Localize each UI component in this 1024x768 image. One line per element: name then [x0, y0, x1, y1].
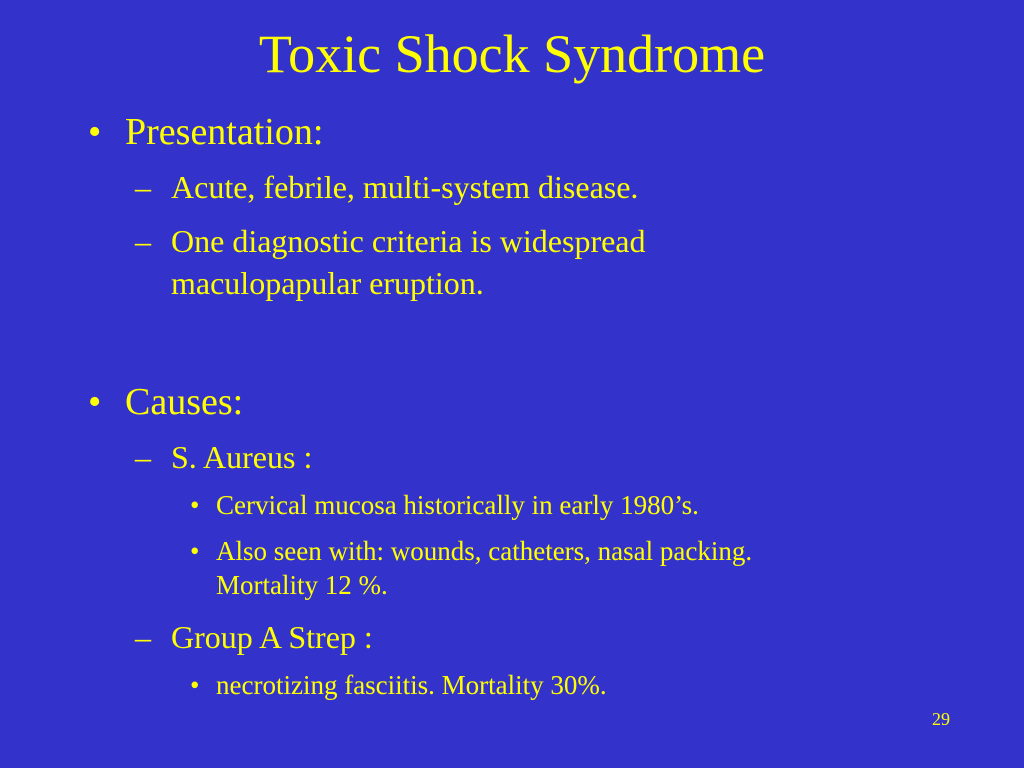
bullet-icon: • [190, 536, 200, 566]
outline-detail-also-seen-line-2: Mortality 12 %. [216, 570, 388, 600]
outline-detail-necrotizing-fasciitis: necrotizing fasciitis. Mortality 30%. [216, 670, 607, 700]
outline-subitem-diagnostic-criteria-line-2: maculopapular eruption. [171, 265, 484, 301]
outline-subitem-s-aureus: S. Aureus : [171, 439, 313, 475]
bullet-icon: • [190, 490, 200, 520]
slide-number: 29 [932, 709, 950, 729]
bullet-icon: • [88, 381, 102, 423]
dash-icon: – [135, 439, 151, 475]
bullet-icon: • [88, 111, 102, 153]
dash-icon: – [135, 619, 151, 655]
dash-icon: – [135, 169, 151, 205]
outline-subitem-acute-febrile: Acute, febrile, multi-system disease. [171, 169, 639, 205]
outline-detail-also-seen-line-1: Also seen with: wounds, catheters, nasal packing. [216, 536, 753, 566]
outline-item-causes: Causes: [125, 381, 244, 423]
outline-subitem-group-a-strep: Group A Strep : [171, 619, 373, 655]
dash-icon: – [135, 223, 151, 259]
outline-item-presentation: Presentation: [125, 111, 324, 153]
outline-detail-cervical-mucosa: Cervical mucosa historically in early 1980’s. [216, 490, 699, 520]
outline-subitem-diagnostic-criteria-line-1: One diagnostic criteria is widespread [171, 223, 646, 259]
slide-title: Toxic Shock Syndrome [258, 24, 766, 84]
bullet-icon: • [190, 670, 200, 700]
